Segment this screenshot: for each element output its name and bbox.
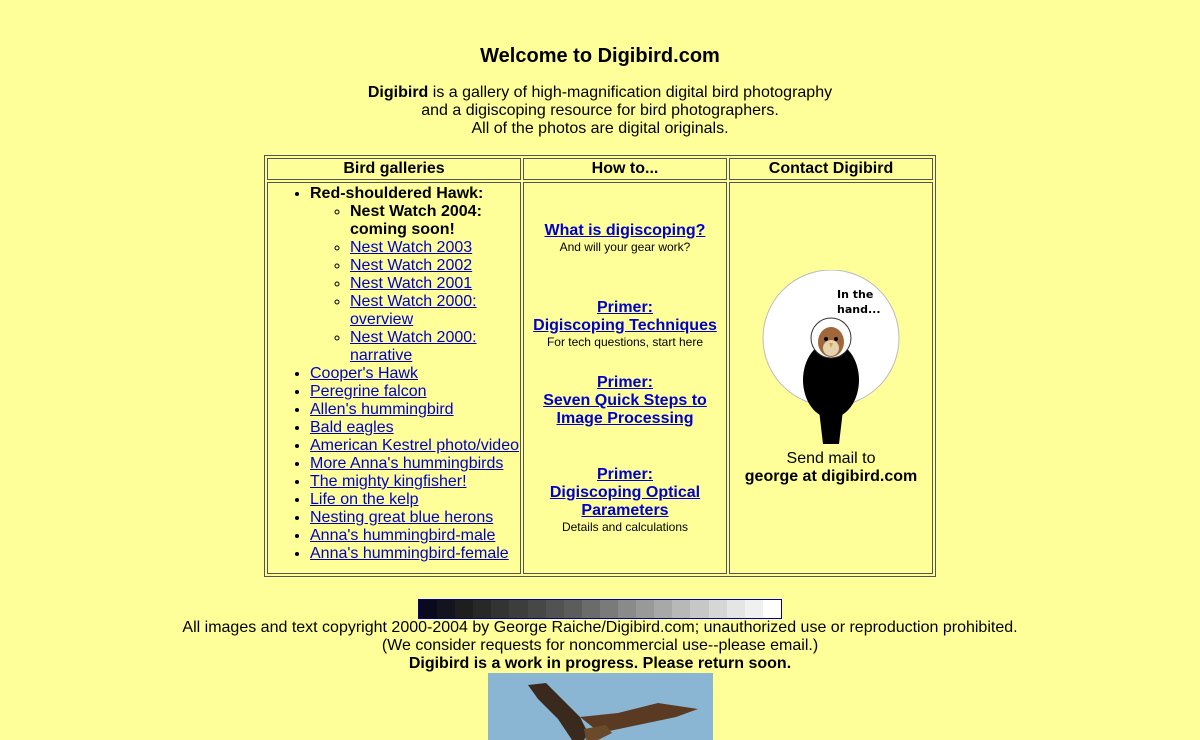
gray-step-13: [654, 600, 672, 618]
primer-processing-a: Primer:: [596, 373, 654, 391]
what-is-digiscoping-link[interactable]: What is digiscoping?: [544, 221, 706, 239]
footer: [0, 619, 1200, 673]
primer-optical-a: Primer:: [596, 465, 654, 483]
gallery-link-great-blue-herons[interactable]: Nesting great blue herons: [310, 509, 494, 526]
work-in-progress: Digibird is a work in progress. Please return soon.: [408, 655, 792, 672]
gray-step-4: [491, 600, 509, 618]
primer-optical-c: Parameters: [581, 501, 669, 519]
primer-processing-c: Image Processing: [556, 409, 694, 427]
list-item: [310, 383, 520, 401]
intro-brand: Digibird: [367, 84, 429, 101]
howto-cell: [523, 182, 727, 574]
gray-step-3: [473, 600, 491, 618]
list-item: [350, 293, 520, 329]
gallery-link-annas-female[interactable]: Anna's hummingbird-female: [310, 545, 509, 562]
galleries-list: [268, 185, 520, 563]
list-item: [350, 257, 520, 275]
primer-optical-b: Digiscoping Optical: [549, 483, 701, 501]
gallery-link-life-on-kelp[interactable]: Life on the kelp: [310, 491, 419, 508]
what-is-digiscoping-desc: And will your gear work?: [559, 239, 691, 254]
gray-step-16: [709, 600, 727, 618]
intro-line1: is a gallery of high-magnification digital bird photography: [428, 84, 833, 101]
gray-step-1: [437, 600, 455, 618]
nest-watch-2001-link[interactable]: Nest Watch 2001: [350, 275, 473, 292]
grayscale-calibration-bar: [418, 599, 782, 619]
list-item: [310, 545, 520, 563]
nest-watch-2000-overview-link[interactable]: Nest Watch 2000: overview: [350, 293, 477, 328]
header-bird-galleries: Bird galleries: [267, 158, 521, 180]
main-table: [264, 155, 936, 577]
gray-step-6: [528, 600, 546, 618]
hawk-photo-image: [488, 673, 713, 740]
gray-step-11: [618, 600, 636, 618]
primer-processing-link[interactable]: [543, 374, 707, 427]
list-item: [350, 275, 520, 293]
contact-cell: [729, 182, 933, 574]
gray-step-14: [672, 600, 690, 618]
in-the-hand-caption-1: In the: [837, 288, 874, 301]
intro-line3: All of the photos are digital originals.: [471, 120, 729, 137]
list-item: [350, 203, 520, 239]
in-the-hand-image[interactable]: [761, 270, 901, 446]
list-item: [310, 437, 520, 455]
red-shouldered-hawk-title: Red-shouldered Hawk:: [310, 185, 484, 202]
galleries-cell: [267, 182, 521, 574]
gallery-link-coopers-hawk[interactable]: Cooper's Hawk: [310, 365, 418, 382]
nest-watch-2004-text: Nest Watch 2004: coming soon!: [350, 203, 482, 238]
list-item: [310, 527, 520, 545]
primer-processing-b: Seven Quick Steps to: [543, 391, 707, 409]
list-item: [310, 455, 520, 473]
gray-step-9: [582, 600, 600, 618]
in-the-hand-caption-2: hand...: [837, 303, 881, 316]
page-title: Welcome to Digibird.com: [480, 45, 720, 67]
gray-step-19: [763, 600, 781, 618]
hawk-flight-photo: [488, 673, 713, 740]
gray-step-18: [745, 600, 763, 618]
gallery-link-peregrine-falcon[interactable]: Peregrine falcon: [310, 383, 427, 400]
intro-text: [0, 84, 1200, 138]
primer-optical-link[interactable]: [550, 466, 700, 519]
send-mail-text: Send mail to: [786, 450, 876, 467]
primer-techniques-link[interactable]: [533, 299, 717, 334]
header-contact: Contact Digibird: [729, 158, 933, 180]
list-item: [310, 365, 520, 383]
header-how-to: How to...: [523, 158, 727, 180]
list-item: [310, 419, 520, 437]
primer-techniques-a: Primer:: [596, 298, 654, 316]
gallery-link-annas-male[interactable]: Anna's hummingbird-male: [310, 527, 496, 544]
howto-what: [524, 222, 726, 255]
gray-step-5: [509, 600, 527, 618]
list-item: [350, 329, 520, 365]
howto-primer-techniques: [524, 299, 726, 350]
primer-techniques-b: Digiscoping Techniques: [533, 316, 717, 334]
gray-step-0: [419, 600, 437, 618]
gallery-link-allens-hummingbird[interactable]: Allen's hummingbird: [310, 401, 454, 418]
gallery-link-more-annas[interactable]: More Anna's hummingbirds: [310, 455, 504, 472]
gray-step-17: [727, 600, 745, 618]
primer-techniques-desc: For tech questions, start here: [546, 334, 704, 349]
gray-step-7: [546, 600, 564, 618]
list-item: [310, 185, 520, 365]
list-item: [310, 401, 520, 419]
primer-optical-desc: Details and calculations: [561, 519, 689, 534]
intro-line2: and a digiscoping resource for bird photographers.: [421, 102, 779, 119]
gallery-link-bald-eagles[interactable]: Bald eagles: [310, 419, 394, 436]
nest-watch-2003-link[interactable]: Nest Watch 2003: [350, 239, 473, 256]
list-item: [350, 239, 520, 257]
gray-step-2: [455, 600, 473, 618]
list-item: [310, 509, 520, 527]
gallery-link-kingfisher[interactable]: The mighty kingfisher!: [310, 473, 467, 490]
howto-primer-processing: [524, 374, 726, 428]
gray-step-10: [600, 600, 618, 618]
gallery-link-american-kestrel[interactable]: American Kestrel photo/video: [310, 437, 519, 454]
copyright-line: All images and text copyright 2000-2004 by George Raiche/Digibird.com; unauthorized use or reproduction prohibited.: [182, 619, 1018, 636]
nest-watch-2000-narrative-link[interactable]: Nest Watch 2000: narrative: [350, 329, 477, 364]
list-item: [310, 473, 520, 491]
nest-watch-list: [310, 203, 520, 365]
nest-watch-2002-link[interactable]: Nest Watch 2002: [350, 257, 473, 274]
gray-step-15: [690, 600, 708, 618]
gray-step-12: [636, 600, 654, 618]
email-address: george at digibird.com: [744, 468, 918, 485]
noncommercial-line: (We consider requests for noncommercial use--please email.): [381, 637, 819, 654]
gray-step-8: [564, 600, 582, 618]
howto-primer-optical: [524, 466, 726, 535]
list-item: [310, 491, 520, 509]
